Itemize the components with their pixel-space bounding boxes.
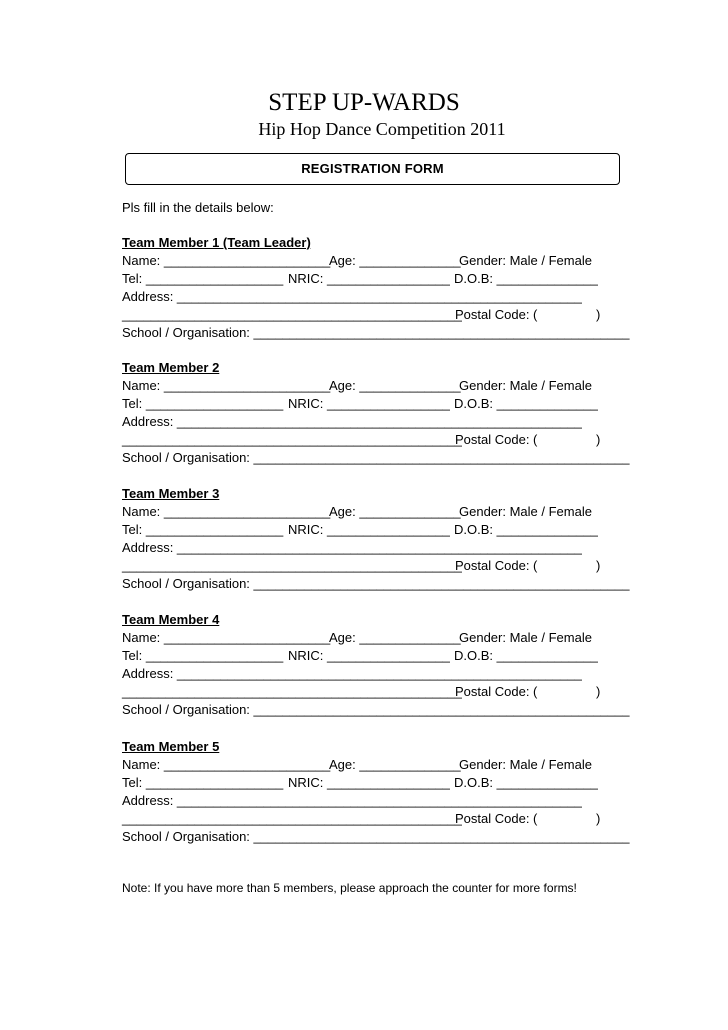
age-field[interactable]: Age: ______________ <box>329 504 461 519</box>
address-field[interactable]: Address: ________________________________________________________ <box>122 414 582 429</box>
name-field[interactable]: Name: _______________________ <box>122 757 331 772</box>
nric-field[interactable]: NRIC: _________________ <box>288 396 450 411</box>
postal-code-close[interactable]: ) <box>596 432 601 447</box>
form-title: REGISTRATION FORM <box>301 161 444 176</box>
tel-nric-dob-row <box>122 396 602 412</box>
address-continued-field[interactable]: _______________________________________________ <box>122 684 462 699</box>
member-heading: Team Member 1 (Team Leader) <box>122 235 311 250</box>
postal-code-close[interactable]: ) <box>596 558 601 573</box>
address-continued-field[interactable]: _______________________________________________ <box>122 558 462 573</box>
address-continued-field[interactable]: _______________________________________________ <box>122 307 462 322</box>
nric-field[interactable]: NRIC: _________________ <box>288 648 450 663</box>
postal-code-close[interactable]: ) <box>596 684 601 699</box>
postal-code-label[interactable]: Postal Code: ( <box>455 684 538 699</box>
address-continued-field[interactable]: _______________________________________________ <box>122 811 462 826</box>
name-field[interactable]: Name: _______________________ <box>122 378 331 393</box>
school-organisation-field[interactable]: School / Organisation: ____________________________________________________ <box>122 450 630 465</box>
gender-field[interactable]: Gender: Male / Female <box>459 253 592 268</box>
name-age-gender-row <box>122 253 602 269</box>
school-organisation-field[interactable]: School / Organisation: ____________________________________________________ <box>122 325 630 340</box>
tel-field[interactable]: Tel: ___________________ <box>122 648 284 663</box>
intro-text: Pls fill in the details below: <box>122 200 274 215</box>
member-heading: Team Member 5 <box>122 739 220 754</box>
address-field[interactable]: Address: ________________________________________________________ <box>122 666 582 681</box>
document-title: STEP UP-WARDS <box>268 89 460 116</box>
dob-field[interactable]: D.O.B: ______________ <box>454 396 598 411</box>
postal-code-close[interactable]: ) <box>596 811 601 826</box>
footer-note: Note: If you have more than 5 members, please approach the counter for more forms! <box>122 881 577 895</box>
postal-code-label[interactable]: Postal Code: ( <box>455 432 538 447</box>
address-postal-row <box>122 811 602 827</box>
registration-form-banner <box>125 153 620 185</box>
postal-code-close[interactable]: ) <box>596 307 601 322</box>
dob-field[interactable]: D.O.B: ______________ <box>454 648 598 663</box>
nric-field[interactable]: NRIC: _________________ <box>288 522 450 537</box>
name-age-gender-row <box>122 378 602 394</box>
address-postal-row <box>122 684 602 700</box>
name-field[interactable]: Name: _______________________ <box>122 253 331 268</box>
age-field[interactable]: Age: ______________ <box>329 378 461 393</box>
address-postal-row <box>122 558 602 574</box>
school-organisation-field[interactable]: School / Organisation: ____________________________________________________ <box>122 576 630 591</box>
address-field[interactable]: Address: ________________________________________________________ <box>122 793 582 808</box>
tel-nric-dob-row <box>122 648 602 664</box>
name-age-gender-row <box>122 504 602 520</box>
name-field[interactable]: Name: _______________________ <box>122 504 331 519</box>
address-postal-row <box>122 307 602 323</box>
address-field[interactable]: Address: ________________________________________________________ <box>122 289 582 304</box>
dob-field[interactable]: D.O.B: ______________ <box>454 522 598 537</box>
school-organisation-field[interactable]: School / Organisation: ____________________________________________________ <box>122 702 630 717</box>
gender-field[interactable]: Gender: Male / Female <box>459 378 592 393</box>
tel-field[interactable]: Tel: ___________________ <box>122 271 284 286</box>
tel-field[interactable]: Tel: ___________________ <box>122 522 284 537</box>
tel-field[interactable]: Tel: ___________________ <box>122 775 284 790</box>
address-postal-row <box>122 432 602 448</box>
name-age-gender-row <box>122 757 602 773</box>
dob-field[interactable]: D.O.B: ______________ <box>454 271 598 286</box>
postal-code-label[interactable]: Postal Code: ( <box>455 558 538 573</box>
gender-field[interactable]: Gender: Male / Female <box>459 757 592 772</box>
member-heading: Team Member 2 <box>122 360 220 375</box>
member-heading: Team Member 3 <box>122 486 220 501</box>
tel-nric-dob-row <box>122 522 602 538</box>
age-field[interactable]: Age: ______________ <box>329 757 461 772</box>
tel-nric-dob-row <box>122 271 602 287</box>
gender-field[interactable]: Gender: Male / Female <box>459 504 592 519</box>
dob-field[interactable]: D.O.B: ______________ <box>454 775 598 790</box>
member-heading: Team Member 4 <box>122 612 220 627</box>
document-subtitle: Hip Hop Dance Competition 2011 <box>258 119 506 139</box>
school-organisation-field[interactable]: School / Organisation: ____________________________________________________ <box>122 829 630 844</box>
postal-code-label[interactable]: Postal Code: ( <box>455 307 538 322</box>
name-field[interactable]: Name: _______________________ <box>122 630 331 645</box>
nric-field[interactable]: NRIC: _________________ <box>288 775 450 790</box>
name-age-gender-row <box>122 630 602 646</box>
age-field[interactable]: Age: ______________ <box>329 630 461 645</box>
tel-field[interactable]: Tel: ___________________ <box>122 396 284 411</box>
postal-code-label[interactable]: Postal Code: ( <box>455 811 538 826</box>
address-continued-field[interactable]: _______________________________________________ <box>122 432 462 447</box>
nric-field[interactable]: NRIC: _________________ <box>288 271 450 286</box>
tel-nric-dob-row <box>122 775 602 791</box>
address-field[interactable]: Address: ________________________________________________________ <box>122 540 582 555</box>
age-field[interactable]: Age: ______________ <box>329 253 461 268</box>
gender-field[interactable]: Gender: Male / Female <box>459 630 592 645</box>
